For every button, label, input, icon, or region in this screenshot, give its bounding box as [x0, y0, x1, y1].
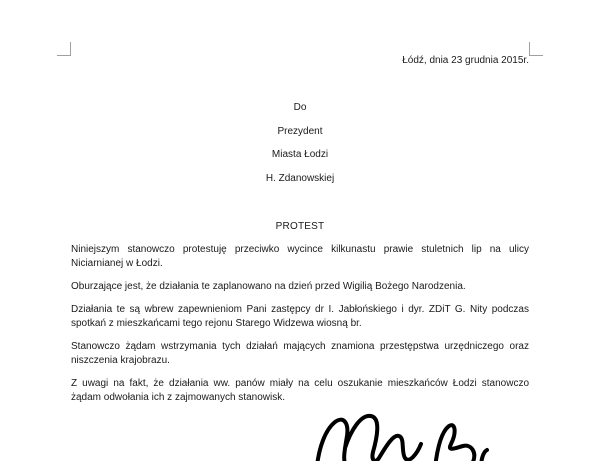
paragraph: Z uwagi na fakt, że działania ww. panów miały na celu oszukanie mieszkańców Łodzi stanowczo żądam odwołania ich z zajmowanych stanowisk.	[71, 378, 529, 403]
date-line: Łódź, dnia 23 grudnia 2015r.	[402, 55, 529, 66]
addressee-name: H. Zdanowskiej	[265, 173, 335, 184]
paragraph: Stanowczo żądam wstrzymania tych działań mających znamiona przestępstwa urzędniczego oraz niszczenia krajobrazu.	[71, 341, 529, 366]
paragraph: Oburzające jest, że działania te zaplanowano na dzień przed Wigilią Bożego Narodzenia.	[71, 281, 466, 292]
addressee-to: Do	[293, 102, 307, 113]
document-body	[71, 243, 529, 414]
page-corner-mark-right	[529, 42, 543, 56]
handwritten-signature	[305, 408, 505, 461]
addressee-title: Prezydent	[277, 126, 323, 137]
paragraph: Niniejszym stanowczo protestuję przeciwko wycince kilkunastu prawie stuletnich lip na ulicy Niciarnianej w Łodzi.	[71, 244, 529, 269]
page-corner-mark-left	[57, 42, 71, 56]
addressee-city: Miasta Łodzi	[271, 149, 329, 160]
document-heading: PROTEST	[275, 221, 325, 232]
paragraph: Działania te są wbrew zapewnieniom Pani zastępcy dr I. Jabłońskiego i dyr. ZDiT G. Nity podczas spotkań z mieszkańcami tego rejonu Starego Widzewa wiosną br.	[71, 304, 529, 329]
